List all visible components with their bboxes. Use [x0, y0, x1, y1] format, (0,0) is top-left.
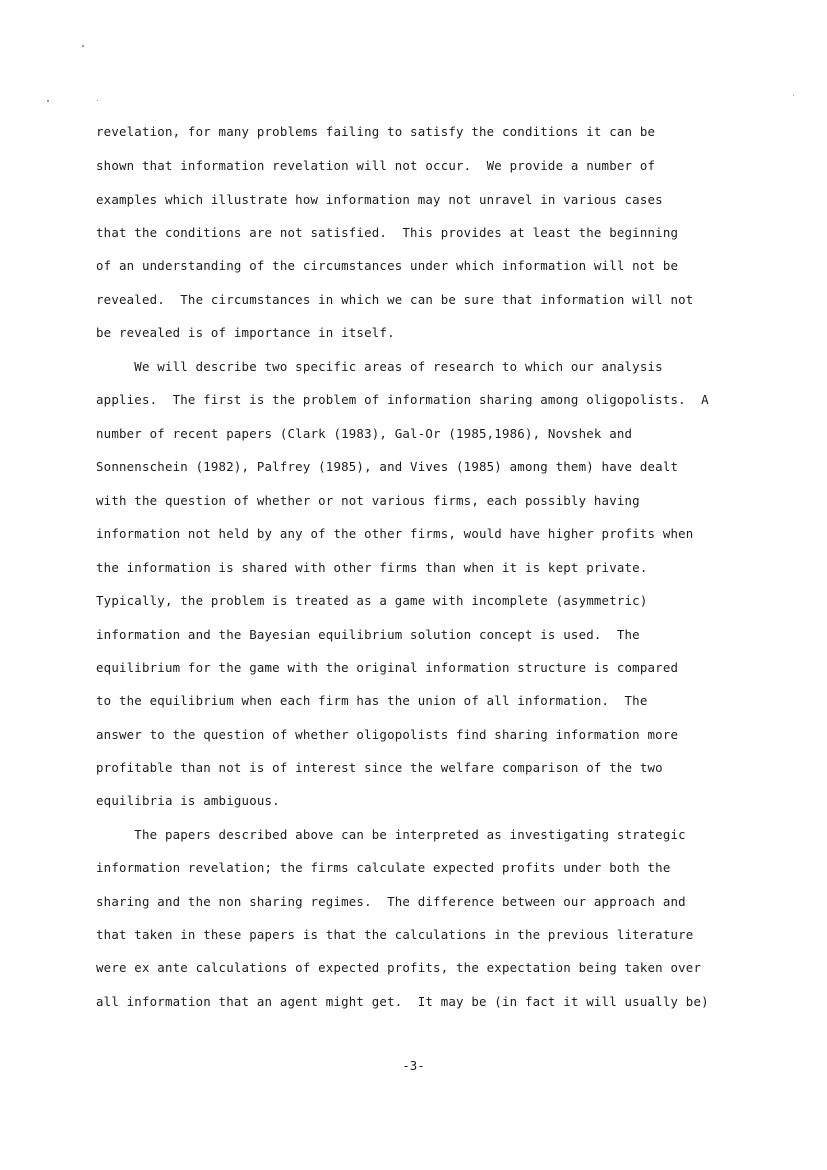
text-line: information not held by any of the other firms, would have higher profits when: [96, 526, 694, 541]
text-line: revelation, for many problems failing to satisfy the conditions it can be: [96, 124, 656, 139]
scan-speck: [793, 95, 794, 96]
text-line: with the question of whether or not various firms, each possibly having: [96, 493, 640, 508]
text-line: applies. The first is the problem of information sharing among oligopolists. A: [96, 392, 709, 407]
text-line: the information is shared with other firms than when it is kept private.: [96, 560, 648, 575]
scan-speck: [82, 45, 84, 47]
text-line: Typically, the problem is treated as a game with incomplete (asymmetric): [96, 593, 648, 608]
text-line: answer to the question of whether oligopolists find sharing information more: [96, 727, 679, 742]
text-line: The papers described above can be interpreted as investigating strategic: [96, 827, 686, 842]
text-line: that the conditions are not satisfied. This provides at least the beginning: [96, 225, 679, 240]
text-line: were ex ante calculations of expected profits, the expectation being taken over: [96, 960, 702, 975]
text-line: equilibria is ambiguous.: [96, 793, 280, 808]
text-line: of an understanding of the circumstances under which information will not be: [96, 258, 679, 273]
text-line: profitable than not is of interest since the welfare comparison of the two: [96, 760, 663, 775]
text-line: revealed. The circumstances in which we can be sure that information will not: [96, 292, 694, 307]
page-number: -3-: [402, 1058, 425, 1073]
scan-speck: [47, 100, 49, 102]
text-line: information revelation; the firms calculate expected profits under both the: [96, 860, 671, 875]
text-line: number of recent papers (Clark (1983), Gal-Or (1985,1986), Novshek and: [96, 426, 633, 441]
text-line: equilibrium for the game with the original information structure is compared: [96, 660, 679, 675]
scan-speck: [97, 100, 98, 101]
text-line: examples which illustrate how information may not unravel in various cases: [96, 192, 663, 207]
text-line: sharing and the non sharing regimes. The difference between our approach and: [96, 894, 686, 909]
text-line: We will describe two specific areas of research to which our analysis: [96, 359, 663, 374]
text-line: be revealed is of importance in itself.: [96, 325, 395, 340]
text-line: to the equilibrium when each firm has the union of all information. The: [96, 693, 648, 708]
text-line: information and the Bayesian equilibrium solution concept is used. The: [96, 627, 640, 642]
text-line: shown that information revelation will not occur. We provide a number of: [96, 158, 656, 173]
text-line: that taken in these papers is that the calculations in the previous literature: [96, 927, 694, 942]
text-line: all information that an agent might get. It may be (in fact it will usually be): [96, 994, 709, 1009]
text-line: Sonnenschein (1982), Palfrey (1985), and Vives (1985) among them) have dealt: [96, 459, 679, 474]
